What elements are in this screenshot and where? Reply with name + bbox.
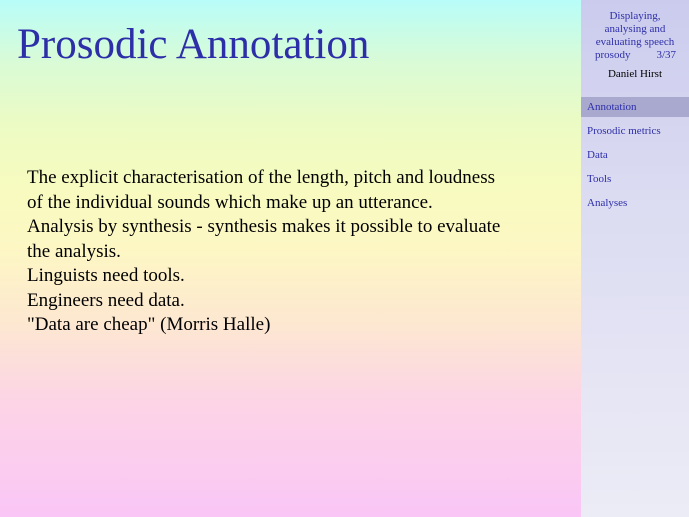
body-line: The explicit characterisation of the length, pitch and loudness [27,167,495,188]
nav-item-annotation[interactable]: Annotation [581,97,689,117]
slide-body [27,166,572,338]
talk-title-line: Displaying, [609,10,661,22]
slide-title: Prosodic Annotation [17,21,370,68]
nav-item-prosodic-metrics[interactable]: Prosodic metrics [587,125,661,137]
talk-title-line: prosody [595,49,631,61]
body-line: Analysis by synthesis - synthesis makes it possible to evaluate [27,216,501,237]
nav-item-data[interactable]: Data [587,149,608,161]
talk-title-line: evaluating speech [595,36,675,48]
navigation-sidebar [581,0,689,517]
talk-title-line: analysing and [604,23,666,35]
body-line: the analysis. [27,240,121,262]
body-line: Engineers need data. [27,289,185,311]
talk-title-last-line [581,49,689,62]
author-name: Daniel Hirst [607,68,663,80]
nav-item-tools[interactable]: Tools [587,173,612,185]
body-line: "Data are cheap" (Morris Halle) [27,314,271,335]
body-line: of the individual sounds which make up an utterance. [27,191,433,213]
page-number: 3/37 [656,49,676,61]
sidebar-header [581,10,689,81]
nav-item-analyses[interactable]: Analyses [587,197,628,209]
body-line: Linguists need tools. [27,265,185,286]
section-nav [581,97,689,217]
